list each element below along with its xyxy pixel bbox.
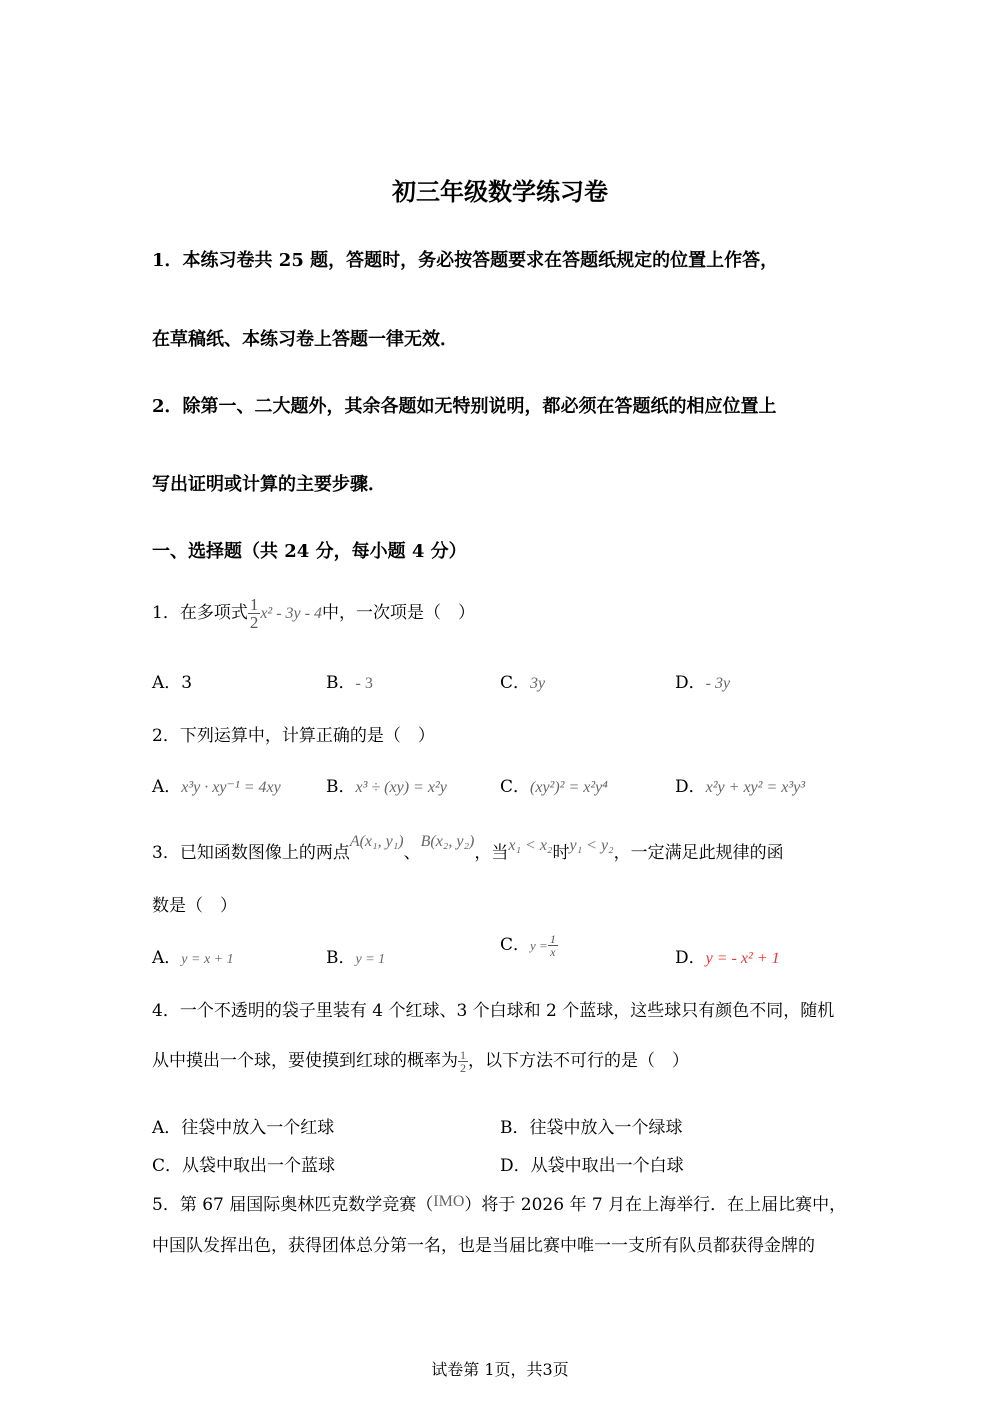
note-1-line-1: 1．本练习卷共 25 题，答题时，务必按答题要求在答题纸规定的位置上作答， xyxy=(152,250,779,271)
q1-polynomial: x² - 3y - 4 xyxy=(260,605,322,622)
q1-fraction xyxy=(248,596,261,631)
q4-option-b: B．往袋中放入一个绿球 xyxy=(500,1118,683,1138)
q1-frac-num: 1 xyxy=(249,595,259,614)
q1-option-d-label: D． xyxy=(675,673,706,693)
q2-option-c xyxy=(500,772,608,797)
q3-sep: 、 xyxy=(403,843,421,863)
q5-line-1 xyxy=(152,1190,846,1215)
note-1-line-2: 在草稿纸、本练习卷上答题一律无效． xyxy=(152,329,458,350)
q3-prefix: 3．已知函数图像上的两点 xyxy=(152,843,350,863)
question-1 xyxy=(152,596,475,631)
q3-option-a-math: y = x + 1 xyxy=(181,952,234,967)
q3-option-b xyxy=(326,943,385,968)
page-footer: 试卷第 1页，共3页 xyxy=(431,1360,569,1379)
note-2-line-2: 写出证明或计算的主要步骤． xyxy=(152,474,386,495)
q3-then: 时 xyxy=(552,843,570,863)
q4-option-d: D．从袋中取出一个白球 xyxy=(500,1156,684,1176)
q4-option-a: A．往袋中放入一个红球 xyxy=(152,1118,335,1138)
q3-option-a xyxy=(152,943,234,968)
q3-option-b-math: y = 1 xyxy=(355,952,386,967)
q4-line-2 xyxy=(152,1046,689,1074)
q4-line-2-suffix: ，以下方法不可行的是（ ） xyxy=(468,1051,689,1071)
q4-line-1: 4．一个不透明的袋子里装有 4 个红球、3 个白球和 2 个蓝球，这些球只有颜色不同，随机 xyxy=(152,1001,835,1021)
q4-frac-den: 2 xyxy=(460,1061,466,1075)
q3-tail: ，一定满足此规律的函 xyxy=(613,843,784,863)
q4-frac-num: 1 xyxy=(460,1048,466,1062)
q1-option-b xyxy=(326,668,373,693)
q2-option-b xyxy=(326,772,447,797)
q1-option-c-math: 3y xyxy=(530,675,546,692)
question-3 xyxy=(152,833,784,863)
q1-option-c xyxy=(500,668,545,693)
q3-option-d xyxy=(675,943,780,968)
page-title: 初三年级数学练习卷 xyxy=(392,177,608,206)
q3-option-a-label: A． xyxy=(152,948,182,968)
q5-prefix: 5．第 67 届国际奥林匹克数学竞赛（ xyxy=(152,1195,434,1215)
q3-option-d-math: y = - x² + 1 xyxy=(705,950,780,967)
q3-option-c-fraction xyxy=(548,933,558,958)
note-2-line-1: 2．除第一、二大题外，其余各题如无特别说明，都必须在答题纸的相应位置上 xyxy=(152,396,777,417)
q3-option-c-lhs: y = xyxy=(530,938,548,953)
q1-suffix: 中，一次项是（ ） xyxy=(321,603,475,623)
q3-line-2: 数是（ ） xyxy=(152,896,237,916)
q2-option-a xyxy=(152,772,281,797)
q4-line-2-prefix: 从中摸出一个球，要使摸到红球的概率为 xyxy=(152,1051,458,1071)
q2-option-b-label: B． xyxy=(326,777,356,797)
q5-line-2: 中国队发挥出色，获得团体总分第一名，也是当届比赛中唯一一支所有队员都获得金牌的 xyxy=(152,1236,815,1256)
q2-option-a-label: A． xyxy=(152,777,182,797)
q2-option-d-label: D． xyxy=(675,777,706,797)
q3-option-c-den: x xyxy=(550,945,556,959)
q1-option-d xyxy=(675,668,730,693)
q5-abbr: IMO xyxy=(433,1193,465,1210)
q3-option-c-label: C． xyxy=(500,935,531,955)
q3-option-b-label: B． xyxy=(326,948,356,968)
q2-option-d-math: x²y + xy² = x³y³ xyxy=(705,779,806,796)
q2-option-d xyxy=(675,772,805,797)
q1-prefix: 1．在多项式 xyxy=(152,603,248,623)
question-2: 2．下列运算中，计算正确的是（ ） xyxy=(152,726,435,746)
q3-point-a: A(x₁, y₁) xyxy=(349,833,404,850)
q2-option-b-math: x³ ÷ (xy) = x²y xyxy=(355,779,447,796)
q3-option-c xyxy=(500,930,558,958)
q3-option-c-num: 1 xyxy=(549,932,556,946)
q3-option-d-label: D． xyxy=(675,948,706,968)
section-heading: 一、选择题（共 24 分，每小题 4 分） xyxy=(152,541,467,562)
q3-point-b: B(x₂, y₂) xyxy=(420,833,475,850)
q3-when: ，当 xyxy=(474,843,509,863)
q4-option-c: C．从袋中取出一个蓝球 xyxy=(152,1156,336,1176)
q4-fraction xyxy=(458,1049,468,1074)
q1-option-d-math: - 3y xyxy=(705,675,731,692)
q1-option-c-label: C． xyxy=(500,673,531,693)
q2-option-c-label: C． xyxy=(500,777,531,797)
q2-option-c-math: (xy²)² = x²y⁴ xyxy=(530,779,608,796)
q3-cond-1: x₁ < x₂ xyxy=(508,837,553,854)
q1-option-b-label: B． xyxy=(326,673,356,693)
q1-frac-den: 2 xyxy=(249,613,259,632)
q1-option-b-math: - 3 xyxy=(355,675,373,692)
q2-option-a-math: x³y · xy⁻¹ = 4xy xyxy=(181,779,281,796)
q5-suffix: ）将于 2026 年 7 月在上海举行．在上届比赛中， xyxy=(464,1195,847,1215)
q1-option-a: A．3 xyxy=(152,673,193,693)
q3-cond-2: y₁ < y₂ xyxy=(569,837,614,854)
